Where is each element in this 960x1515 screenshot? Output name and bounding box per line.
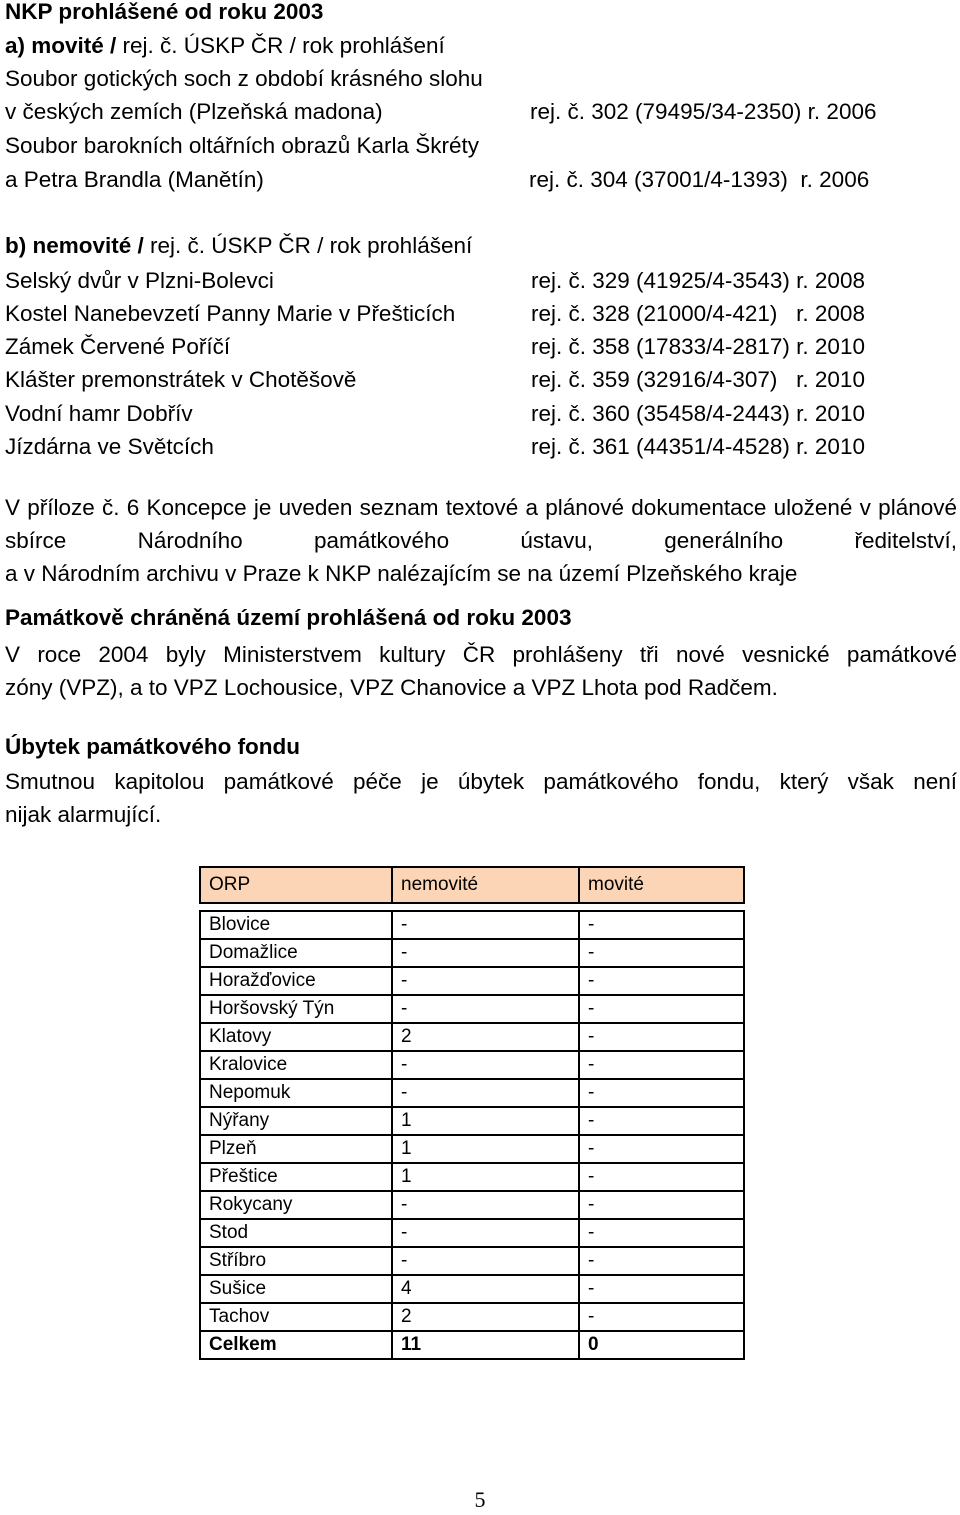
- table-row: [200, 1051, 744, 1079]
- table-row: [200, 1303, 744, 1331]
- protected-areas-heading: Památkově chráněná území prohlášená od roku 2003: [5, 605, 572, 630]
- annex-paragraph: [5, 491, 957, 590]
- movable-item-1-line1: Soubor gotických soch z období krásného slohu: [5, 66, 483, 91]
- cell-orp: Rokycany: [200, 1191, 392, 1219]
- immovable-item-name: Kostel Nanebevzetí Panny Marie v Přešticích: [5, 301, 456, 326]
- cell-movite: -: [579, 1275, 744, 1303]
- cell-movite: -: [579, 1079, 744, 1107]
- cell-movite: -: [579, 1135, 744, 1163]
- cell-orp: Horažďovice: [200, 967, 392, 995]
- cell-movite: -: [579, 1023, 744, 1051]
- table-total-row: [200, 1331, 744, 1359]
- cell-nemovite: 2: [392, 1023, 579, 1051]
- immovable-label: b) nemovité / rej. č. ÚSKP ČR / rok prohlášení: [5, 233, 473, 258]
- protected-areas-line1: V roce 2004 byly Ministerstvem kultury ČR prohlášeny tři nové vesnické památkové: [5, 642, 957, 667]
- cell-nemovite: 1: [392, 1135, 579, 1163]
- annex-paragraph-last-line: a v Národním archivu v Praze k NKP nalézajícím se na území Plzeňského kraje: [5, 561, 798, 586]
- immovable-item-name: Jízdárna ve Světcích: [5, 434, 214, 459]
- cell-movite: -: [579, 911, 744, 939]
- cell-movite: -: [579, 1051, 744, 1079]
- cell-orp: Nepomuk: [200, 1079, 392, 1107]
- cell-nemovite: -: [392, 995, 579, 1023]
- cell-movite: -: [579, 1107, 744, 1135]
- cell-orp: Sušice: [200, 1275, 392, 1303]
- cell-nemovite: -: [392, 911, 579, 939]
- cell-nemovite: 1: [392, 1107, 579, 1135]
- immovable-item-name: Selský dvůr v Plzni-Bolevci: [5, 268, 274, 293]
- decline-line2: nijak alarmující.: [5, 802, 162, 827]
- cell-nemovite: -: [392, 1219, 579, 1247]
- table-row: [200, 1079, 744, 1107]
- cell-movite: -: [579, 967, 744, 995]
- table-spacer-row: [200, 903, 744, 911]
- cell-total-movite: 0: [579, 1331, 744, 1359]
- cell-orp: Přeštice: [200, 1163, 392, 1191]
- immovable-item-name: Zámek Červené Poříčí: [5, 334, 231, 359]
- orp-table: [199, 866, 745, 1360]
- cell-nemovite: 4: [392, 1275, 579, 1303]
- cell-movite: -: [579, 1191, 744, 1219]
- table-header-row: [200, 867, 744, 903]
- cell-orp: Plzeň: [200, 1135, 392, 1163]
- movable-item-1-ref: rej. č. 302 (79495/34-2350) r. 2006: [530, 99, 877, 124]
- cell-nemovite: -: [392, 1191, 579, 1219]
- cell-orp: Blovice: [200, 911, 392, 939]
- movable-item-2-ref: rej. č. 304 (37001/4-1393) r. 2006: [529, 167, 870, 192]
- cell-movite: -: [579, 1163, 744, 1191]
- immovable-item-name: Klášter premonstrátek v Chotěšově: [5, 367, 357, 392]
- cell-nemovite: -: [392, 1247, 579, 1275]
- cell-orp: Tachov: [200, 1303, 392, 1331]
- column-header-movite: movité: [579, 867, 744, 903]
- protected-areas-line2: zóny (VPZ), a to VPZ Lochousice, VPZ Chanovice a VPZ Lhota pod Radčem.: [5, 675, 778, 700]
- table-row: [200, 1163, 744, 1191]
- decline-line1: Smutnou kapitolou památkové péče je úbytek památkového fondu, který však není: [5, 769, 957, 794]
- cell-nemovite: 1: [392, 1163, 579, 1191]
- cell-nemovite: -: [392, 939, 579, 967]
- table-row: [200, 911, 744, 939]
- cell-total-nemovite: 11: [392, 1331, 579, 1359]
- table-row: [200, 939, 744, 967]
- protected-areas-paragraph: [5, 638, 957, 704]
- table-row: [200, 1023, 744, 1051]
- cell-movite: -: [579, 1247, 744, 1275]
- cell-orp: Stod: [200, 1219, 392, 1247]
- immovable-item-ref: rej. č. 359 (32916/4-307) r. 2010: [531, 367, 865, 392]
- cell-nemovite: -: [392, 967, 579, 995]
- table-row: [200, 995, 744, 1023]
- cell-movite: -: [579, 1219, 744, 1247]
- decline-paragraph: [5, 765, 957, 831]
- page-heading: NKP prohlášené od roku 2003: [5, 0, 324, 24]
- cell-orp: Stříbro: [200, 1247, 392, 1275]
- page-number: 5: [474, 1487, 486, 1512]
- immovable-item-ref: rej. č. 329 (41925/4-3543) r. 2008: [531, 268, 865, 293]
- movable-item-2-line2: a Petra Brandla (Manětín): [5, 167, 264, 192]
- table-row: [200, 1135, 744, 1163]
- cell-nemovite: -: [392, 1051, 579, 1079]
- cell-movite: -: [579, 995, 744, 1023]
- cell-movite: -: [579, 1303, 744, 1331]
- movable-item-2-line1: Soubor barokních oltářních obrazů Karla Škréty: [5, 133, 480, 158]
- column-header-orp: ORP: [200, 867, 392, 903]
- movable-label: a) movité / rej. č. ÚSKP ČR / rok prohlášení: [5, 33, 445, 58]
- column-header-nemovite: nemovité: [392, 867, 579, 903]
- table-row: [200, 1247, 744, 1275]
- immovable-item-ref: rej. č. 360 (35458/4-2443) r. 2010: [531, 401, 865, 426]
- cell-nemovite: 2: [392, 1303, 579, 1331]
- movable-item-1-line2: v českých zemích (Plzeňská madona): [5, 99, 383, 124]
- table-row: [200, 1275, 744, 1303]
- cell-orp: Domažlice: [200, 939, 392, 967]
- table-row: [200, 1107, 744, 1135]
- immovable-item-ref: rej. č. 361 (44351/4-4528) r. 2010: [531, 434, 865, 459]
- annex-paragraph-justified: V příloze č. 6 Koncepce je uveden seznam textové a plánové dokumentace uložené v plánové sbírce Národního památkového ústavu, generálního ředitelství,: [5, 495, 957, 553]
- cell-movite: -: [579, 939, 744, 967]
- cell-orp: Horšovský Týn: [200, 995, 392, 1023]
- decline-heading: Úbytek památkového fondu: [5, 734, 301, 759]
- table-row: [200, 1219, 744, 1247]
- cell-orp: Klatovy: [200, 1023, 392, 1051]
- immovable-item-name: Vodní hamr Dobřív: [5, 401, 193, 426]
- immovable-item-ref: rej. č. 328 (21000/4-421) r. 2008: [531, 301, 865, 326]
- cell-nemovite: -: [392, 1079, 579, 1107]
- table-row: [200, 1191, 744, 1219]
- immovable-item-ref: rej. č. 358 (17833/4-2817) r. 2010: [531, 334, 865, 359]
- cell-orp: Nýřany: [200, 1107, 392, 1135]
- cell-orp: Kralovice: [200, 1051, 392, 1079]
- table-row: [200, 967, 744, 995]
- cell-total-label: Celkem: [200, 1331, 392, 1359]
